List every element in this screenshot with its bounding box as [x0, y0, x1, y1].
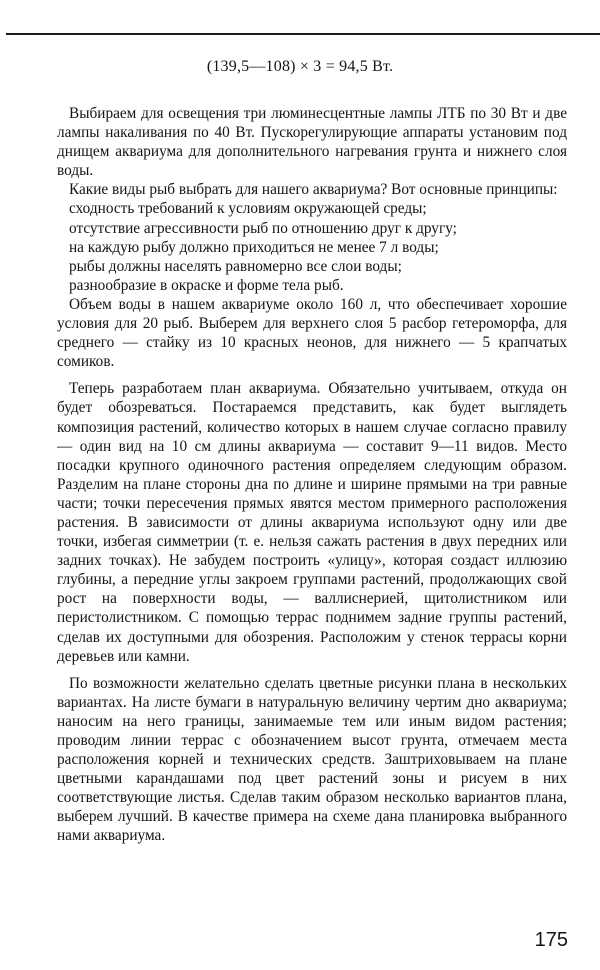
list-item: отсутствие агрессивности рыб по отношению друг к другу; — [69, 219, 457, 237]
paragraph-water-volume: Объем воды в нашем аквариуме около 160 л, что обеспечивает хорошие условия для 20 рыб. Выберем для верхнего слоя 5 расбор гетероморфа, для среднего — стайку из 10 красных неонов, для нижнего — 5 крапчатых сомиков. — [57, 295, 567, 371]
body-text — [57, 104, 567, 846]
paragraph-color-drawings: По возможности желательно сделать цветные рисунки плана в нескольких вариантах. На листе бумаги в натуральную величину чертим дно аквариума; наносим на него границы, занимаемые тем или иным видом растения; проводим линии террас с обозначением высот грунта, отмечаем места расположения корней и технических средств. Заштриховываем на плане цветными карандашами под цвет растений зоны и рисуем в них соответствующие листья. Сделав таким образом несколько вариантов плана, выберем лучший. В качестве примера на схеме дана планировка выбранного нами аквариума. — [57, 674, 567, 845]
page-number: 175 — [534, 929, 568, 951]
list-item: разнообразие в окраске и форме тела рыб. — [69, 276, 344, 294]
paragraph-fish-question: Какие виды рыб выбрать для нашего аквариума? Вот основные принципы: — [69, 181, 558, 199]
paragraph-lighting: Выбираем для освещения три люминесцентные лампы ЛТБ по 30 Вт и две лампы накаливания по 40 Вт. Пускорегулирующие аппараты установим под днищем аквариума для дополнительного нагревания грунта и нижнего слоя воды. — [57, 105, 567, 180]
list-item: рыбы должны населять равномерно все слои воды; — [69, 257, 402, 275]
paragraph-aquarium-plan: Теперь разработаем план аквариума. Обязательно учитываем, откуда он будет обозреваться. Постараемся представить, как будет выглядеть композиция растений, количество которых в нашем случае согласно правилу — один вид на 10 см длины аквариума — составит 9—11 видов. Место посадки крупного одиночного растения определяем следующим образом. Разделим на плане стороны дна по длине и ширине прямыми на три равные части; точки пересечения прямых явятся местом примерного расположения растения. В зависимости от длины аквариума используют одну или две точки, избегая симметрии (т. е. нельзя сажать растения в двух передних или задних точках). Не забудем построить «улицу», которая создаст иллюзию глубины, а передние углы закроем группами растений, продолжающих свой рост на поверхности воды, — валлиснерией, щитолистником или перистолистником. С помощью террас поднимем задние группы растений, сделав их доступными для обозрения. Расположим у стенок террасы корни деревьев или камни. — [57, 380, 567, 665]
principles-list — [57, 199, 567, 294]
list-item: на каждую рыбу должно приходиться не менее 7 л воды; — [69, 238, 439, 256]
list-item: сходность требований к условиям окружающей среды; — [69, 200, 427, 218]
top-rule — [6, 33, 600, 35]
formula: (139,5—108) × 3 = 94,5 Вт. — [206, 58, 394, 75]
